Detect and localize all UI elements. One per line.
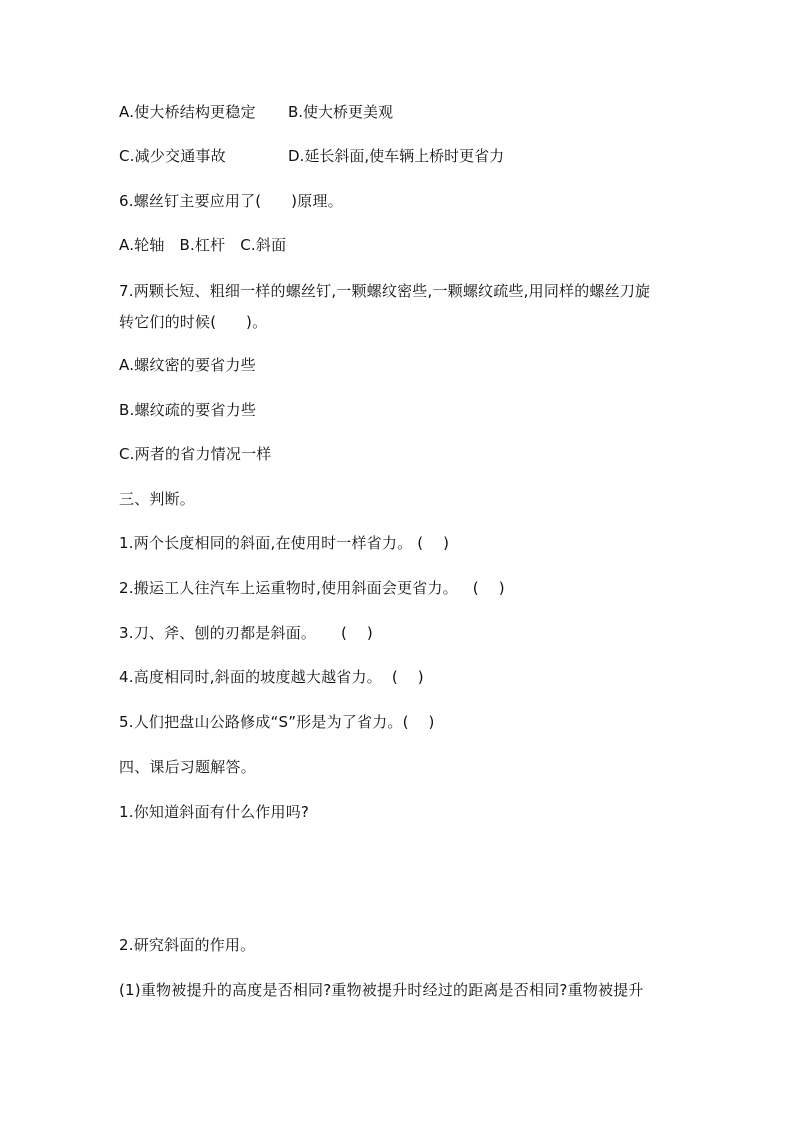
section-4-heading: 四、课后习题解答。 — [119, 758, 256, 776]
judgment-item: 4.高度相同时,斜面的坡度越大越省力。 ( ) — [119, 668, 424, 686]
section-4-question-2: 2.研究斜面的作用。 — [119, 936, 256, 954]
q7-option-b: B.螺纹疏的要省力些 — [119, 401, 257, 419]
q7-question-line2: 转它们的时候( )。 — [119, 313, 268, 331]
q5-option-a: A.使大桥结构更稳定 — [119, 103, 256, 121]
judgment-item: 5.人们把盘山公路修成“S”形是为了省力。( ) — [119, 713, 435, 731]
section-3-heading: 三、判断。 — [119, 490, 196, 508]
judgment-item: 3.刀、斧、刨的刃都是斜面。 ( ) — [119, 624, 373, 642]
q6-question: 6.螺丝钉主要应用了( )原理。 — [119, 192, 343, 210]
judgment-item: 1.两个长度相同的斜面,在使用时一样省力。 ( ) — [119, 534, 450, 552]
section-4-question-1: 1.你知道斜面有什么作用吗? — [119, 803, 310, 821]
q7-option-c: C.两者的省力情况一样 — [119, 445, 272, 463]
q6-options: A.轮轴 B.杠杆 C.斜面 — [119, 236, 287, 254]
q5-option-b: B.使大桥更美观 — [288, 103, 394, 121]
judgment-item: 2.搬运工人往汽车上运重物时,使用斜面会更省力。 ( ) — [119, 579, 505, 597]
q5-option-c: C.减少交通事故 — [119, 147, 226, 165]
q7-question-line1: 7.两颗长短、粗细一样的螺丝钉,一颗螺纹密些,一颗螺纹疏些,用同样的螺丝刀旋 — [119, 282, 651, 300]
q7-option-a: A.螺纹密的要省力些 — [119, 356, 256, 374]
q5-option-d: D.延长斜面,使车辆上桥时更省力 — [288, 147, 505, 165]
section-4-question-2-sub1: (1)重物被提升的高度是否相同?重物被提升时经过的距离是否相同?重物被提升 — [119, 981, 644, 999]
